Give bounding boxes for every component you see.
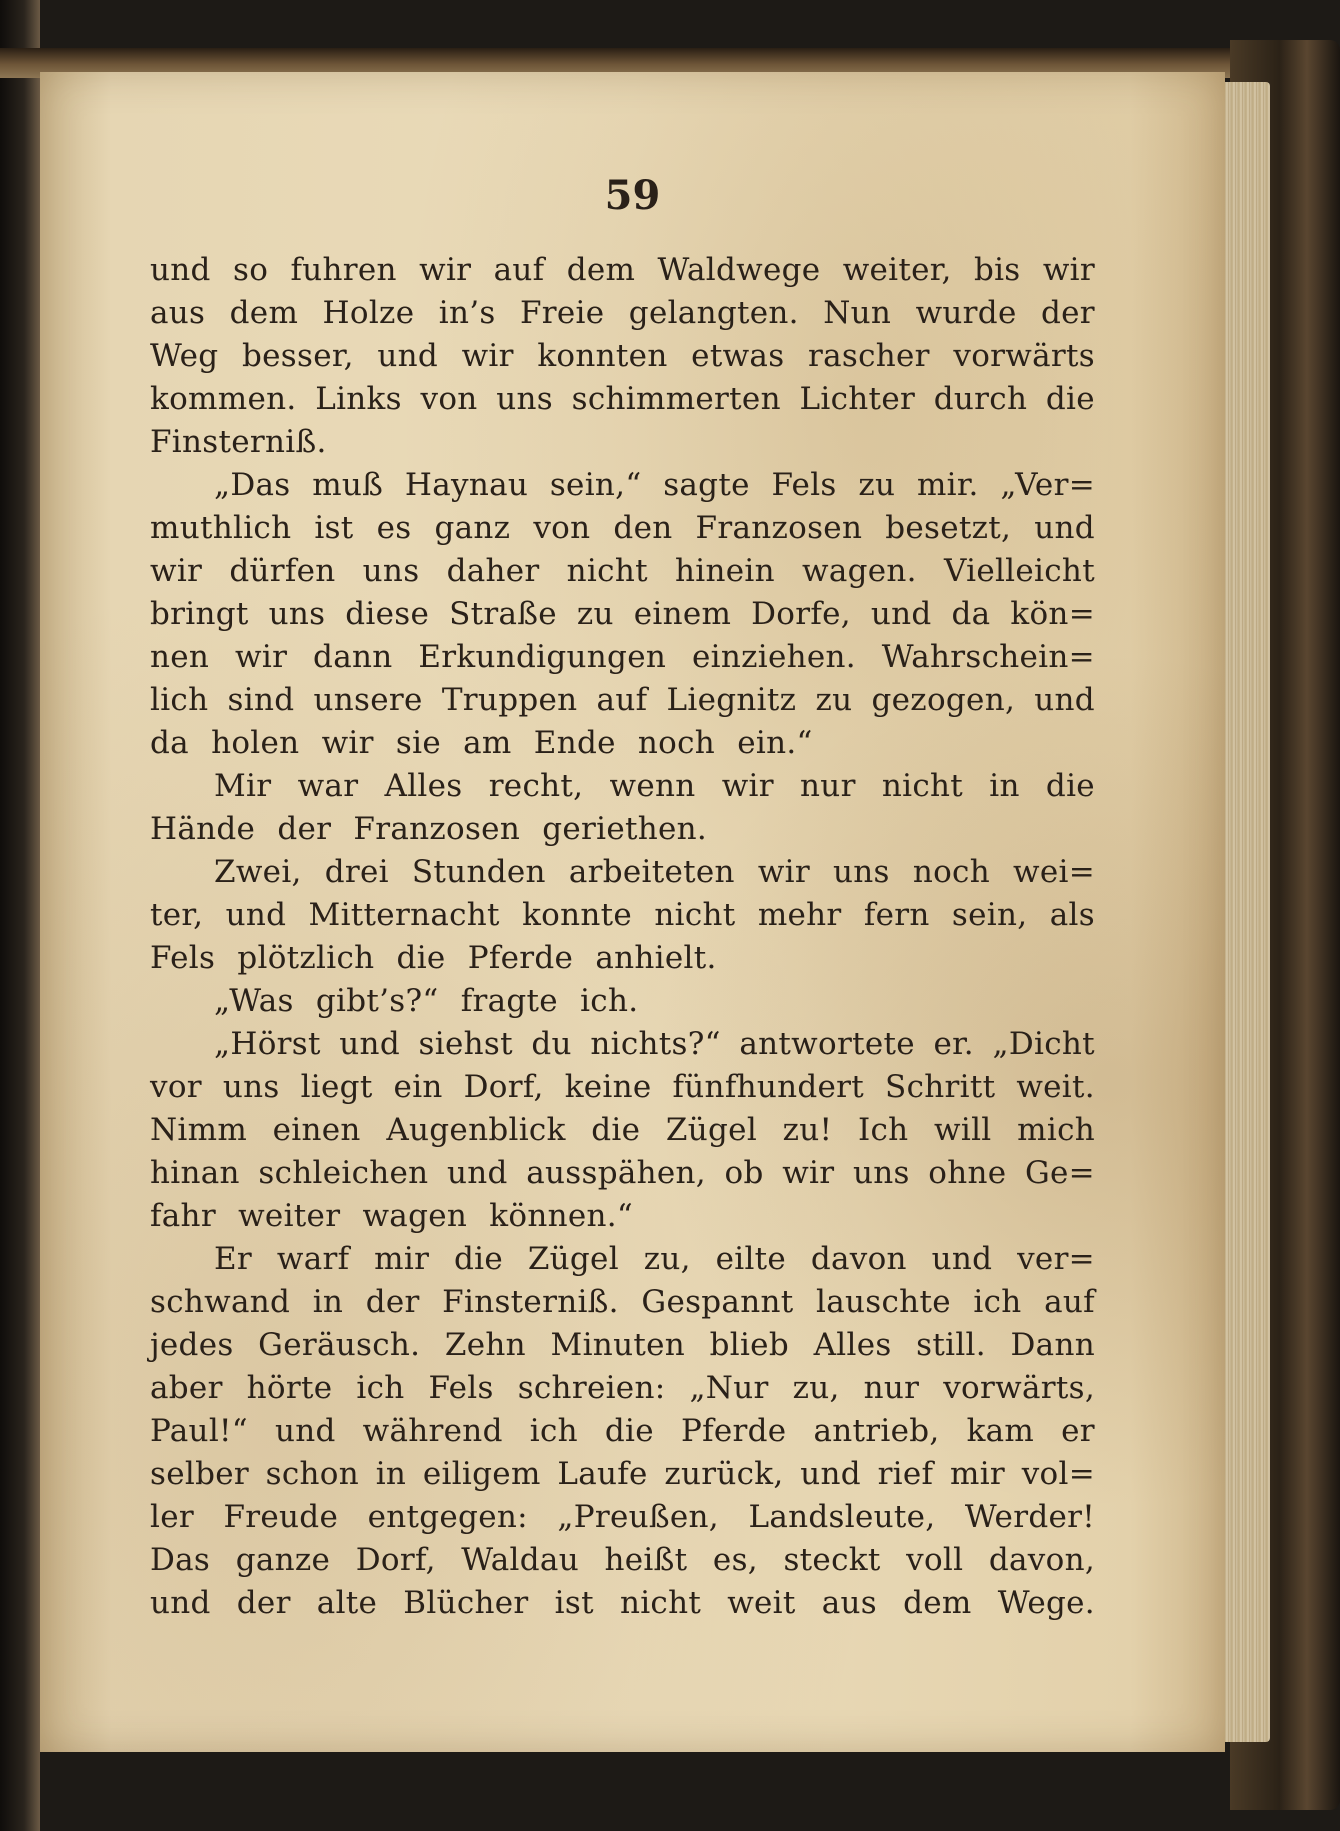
word: ver= — [1017, 1241, 1095, 1277]
word: „Hörst — [214, 1026, 321, 1062]
word: rief — [877, 1456, 934, 1492]
word: auf — [596, 682, 648, 718]
word: Nimm — [150, 1112, 248, 1148]
word: Mitternacht — [308, 897, 500, 933]
word: kam — [966, 1413, 1035, 1449]
word: voll — [906, 1542, 964, 1578]
word: bis — [973, 252, 1021, 288]
word: ter, — [150, 897, 204, 933]
word: daher — [446, 553, 540, 589]
word: zu — [858, 467, 896, 503]
word: steckt — [783, 1542, 881, 1578]
word: ausspähen, — [526, 1155, 706, 1191]
word: Schritt — [885, 1069, 996, 1105]
word: Paul!“ — [150, 1413, 248, 1449]
word: da — [951, 596, 991, 632]
word: wir — [419, 252, 472, 288]
word: Freude — [223, 1499, 339, 1535]
word: gezogen, — [871, 682, 1016, 718]
word: sagte — [663, 467, 750, 503]
word: und — [870, 596, 932, 632]
word: einem — [633, 596, 732, 632]
word: schleichen — [258, 1155, 429, 1191]
word: durch — [933, 381, 1028, 417]
word: dem — [903, 1585, 972, 1621]
word: er — [1061, 1413, 1095, 1449]
word: uns — [362, 553, 420, 589]
word: in’s — [438, 295, 496, 331]
word: von — [420, 381, 478, 417]
word: Ich — [857, 1112, 909, 1148]
word: schreien: — [517, 1370, 666, 1406]
word: ist — [314, 510, 354, 546]
word: ein — [393, 1069, 443, 1105]
word: rascher — [807, 338, 930, 374]
word: und — [800, 1456, 861, 1492]
word: konnten — [537, 338, 668, 374]
word: dürfen — [229, 553, 336, 589]
word: Landsleute, — [748, 1499, 936, 1535]
page-number: 59 — [604, 172, 661, 219]
text-line — [150, 1499, 1095, 1542]
word: Stunden — [411, 854, 546, 890]
word: uns — [833, 854, 890, 890]
word: entgegen: — [367, 1499, 528, 1535]
word: und — [1034, 682, 1095, 718]
word: Franzosen — [695, 510, 863, 546]
word: Haynau — [404, 467, 529, 503]
text-line — [150, 768, 1095, 811]
book-page — [40, 72, 1225, 1752]
word: kommen. — [150, 381, 297, 417]
text-line — [150, 1370, 1095, 1413]
word: Dorf, — [355, 1542, 436, 1578]
word: und — [274, 1413, 336, 1449]
word: und — [377, 338, 439, 374]
word: Zügel — [527, 1241, 619, 1277]
word: Freie — [519, 295, 605, 331]
word: und — [339, 1026, 400, 1062]
word: Erkundigungen — [418, 639, 667, 675]
word: war — [297, 768, 359, 804]
word: Dorf, — [463, 1069, 544, 1105]
word: lauschte — [816, 1284, 951, 1320]
word: schimmerten — [571, 381, 781, 417]
word: und — [1034, 510, 1095, 546]
text-line — [150, 252, 1095, 295]
word: Straße — [449, 596, 557, 632]
word: wir — [150, 553, 203, 589]
word: Mir — [214, 768, 272, 804]
word: und — [931, 1241, 993, 1277]
word: weiter, — [842, 252, 952, 288]
word: will — [934, 1112, 992, 1148]
word: bringt — [150, 596, 249, 632]
word: kön= — [1010, 596, 1095, 632]
word: wir — [721, 768, 774, 804]
word: alte — [316, 1585, 378, 1621]
word: selber — [150, 1456, 249, 1492]
word: Links — [315, 381, 402, 417]
text-line: da holen wir sie am Ende noch ein.“ — [150, 725, 813, 761]
word: jedes — [150, 1327, 234, 1363]
word: Dann — [1010, 1327, 1095, 1363]
word: eiligem — [422, 1456, 541, 1492]
text-line — [150, 1542, 1095, 1585]
text-line — [150, 1155, 1095, 1198]
word: uns — [852, 1155, 910, 1191]
word: zu! — [782, 1112, 833, 1148]
word: antrieb, — [813, 1413, 940, 1449]
word: diese — [345, 596, 430, 632]
word: als — [1049, 897, 1095, 933]
word: hinein — [674, 553, 775, 589]
word: aus — [150, 295, 206, 331]
word: den — [613, 510, 673, 546]
text-line — [150, 338, 1095, 381]
word: ob — [724, 1155, 764, 1191]
word: aus — [821, 1585, 878, 1621]
word: und — [446, 1155, 508, 1191]
word: sind — [227, 682, 295, 718]
word: weit — [727, 1585, 796, 1621]
word: „Ver= — [1000, 467, 1095, 503]
word: Geräusch. — [258, 1327, 421, 1363]
word: auf — [493, 252, 545, 288]
word: weit. — [1016, 1069, 1095, 1105]
word: die — [1045, 381, 1095, 417]
word: Waldwege — [657, 252, 821, 288]
word: Minuten — [550, 1327, 686, 1363]
word: ist — [554, 1585, 594, 1621]
word: besser, — [242, 338, 354, 374]
word: und — [150, 1585, 211, 1621]
word: nicht — [566, 553, 648, 589]
word: hinan — [150, 1155, 240, 1191]
word: warf — [276, 1241, 350, 1277]
word: einen — [272, 1112, 361, 1148]
text-line — [150, 467, 1095, 510]
word: Laufe — [557, 1456, 648, 1492]
word: „Das — [214, 467, 291, 503]
word: der — [365, 1284, 420, 1320]
word: Alles — [384, 768, 463, 804]
word: nicht — [619, 1585, 702, 1621]
word: Liegnitz — [666, 682, 797, 718]
word: Vielleicht — [943, 553, 1095, 589]
word: aber — [150, 1370, 223, 1406]
word: wenn — [609, 768, 696, 804]
word: Fels — [428, 1370, 494, 1406]
text-line — [150, 1327, 1095, 1370]
word: während — [362, 1413, 503, 1449]
page-text — [150, 252, 1095, 1628]
word: mir. — [916, 467, 979, 503]
word: nicht — [654, 897, 736, 933]
word: fern — [863, 897, 930, 933]
word: mir — [950, 1456, 1006, 1492]
text-line: Hände der Franzosen geriethen. — [150, 811, 708, 847]
book-spine — [0, 0, 40, 1831]
word: hörte — [246, 1370, 333, 1406]
word: dem — [566, 252, 636, 288]
word: muthlich — [150, 510, 292, 546]
word: die — [591, 1112, 641, 1148]
word: er. — [933, 1026, 974, 1062]
word: vol= — [1021, 1456, 1095, 1492]
word: auf — [1044, 1284, 1095, 1320]
word: Zügel — [665, 1112, 758, 1148]
word: nur — [800, 768, 856, 804]
word: von — [533, 510, 591, 546]
text-line — [150, 854, 1095, 897]
word: schwand — [150, 1284, 291, 1320]
word: davon, — [988, 1542, 1095, 1578]
word: besetzt, — [885, 510, 1012, 546]
word: sein,“ — [549, 467, 642, 503]
word: Werder! — [964, 1499, 1095, 1535]
word: Nun — [823, 295, 892, 331]
word: „Preußen, — [557, 1499, 719, 1535]
word: wei= — [1013, 854, 1095, 890]
word: Pferde — [680, 1413, 787, 1449]
word: vor — [150, 1069, 202, 1105]
word: mir — [374, 1241, 430, 1277]
word: zu, — [792, 1370, 840, 1406]
word: uns — [268, 596, 326, 632]
word: davon — [810, 1241, 907, 1277]
text-line — [150, 1069, 1095, 1112]
word: ganze — [235, 1542, 331, 1578]
word: Zehn — [444, 1327, 526, 1363]
word: Wahrschein= — [881, 639, 1095, 675]
word: lich — [150, 682, 209, 718]
text-line — [150, 1241, 1095, 1284]
word: wurde — [915, 295, 1017, 331]
word: dem — [229, 295, 299, 331]
word: arbeiteten — [568, 854, 735, 890]
word: heißt — [604, 1542, 688, 1578]
word: wir — [757, 854, 810, 890]
word: Lichter — [799, 381, 916, 417]
word: Augenblick — [386, 1112, 566, 1148]
word: ler — [150, 1499, 194, 1535]
word: der — [1040, 295, 1095, 331]
word: Er — [214, 1241, 253, 1277]
text-line — [150, 1026, 1095, 1069]
word: zu — [815, 682, 853, 718]
word: es — [376, 510, 412, 546]
word: gelangten. — [628, 295, 799, 331]
word: wir — [782, 1155, 835, 1191]
word: recht, — [488, 768, 584, 804]
word: die — [604, 1413, 654, 1449]
word: Dorfe, — [751, 596, 851, 632]
word: Blücher — [403, 1585, 529, 1621]
word: etwas — [691, 338, 785, 374]
text-line — [150, 1585, 1095, 1628]
word: still. — [916, 1327, 986, 1363]
text-line — [150, 897, 1095, 940]
word: mich — [1017, 1112, 1095, 1148]
word: „Nur — [689, 1370, 769, 1406]
word: zu, — [643, 1241, 691, 1277]
word: dann — [313, 639, 393, 675]
word: zu — [576, 596, 614, 632]
word: eilte — [715, 1241, 787, 1277]
word: Gespannt — [641, 1284, 794, 1320]
word: Finsterniß. — [442, 1284, 619, 1320]
word: nur — [863, 1370, 920, 1406]
word: wir — [461, 338, 514, 374]
word: Truppen — [441, 682, 578, 718]
word: Wege. — [997, 1585, 1095, 1621]
word: vorwärts, — [943, 1370, 1095, 1406]
word: ich — [356, 1370, 405, 1406]
text-line — [150, 295, 1095, 338]
text-line — [150, 510, 1095, 553]
word: sein, — [951, 897, 1028, 933]
word: drei — [324, 854, 389, 890]
word: es, — [712, 1542, 758, 1578]
word: unsere — [313, 682, 423, 718]
text-line: Finsterniß. — [150, 424, 327, 460]
word: fuhren — [290, 252, 397, 288]
word: ich — [529, 1413, 578, 1449]
word: siehst — [418, 1026, 513, 1062]
word: Zwei, — [214, 854, 302, 890]
word: die — [454, 1241, 504, 1277]
text-line: „Was gibt’s?“ fragte ich. — [214, 983, 639, 1019]
word: wir — [235, 639, 288, 675]
text-line: fahr weiter wagen können.“ — [150, 1198, 634, 1234]
word: und — [225, 897, 287, 933]
word: ich — [973, 1284, 1022, 1320]
word: Weg — [150, 338, 219, 374]
word: noch — [912, 854, 990, 890]
text-line — [150, 639, 1095, 682]
word: „Dicht — [992, 1026, 1095, 1062]
word: mehr — [757, 897, 842, 933]
text-line — [150, 381, 1095, 424]
word: wir — [1042, 252, 1095, 288]
word: fünfhundert — [672, 1069, 865, 1105]
word: zurück, — [664, 1456, 784, 1492]
word: einziehen. — [691, 639, 856, 675]
text-line — [150, 1284, 1095, 1327]
word: in — [989, 768, 1020, 804]
word: der — [236, 1585, 291, 1621]
word: nicht — [881, 768, 964, 804]
word: uns — [496, 381, 553, 417]
word: muß — [312, 467, 384, 503]
word: Fels — [771, 467, 837, 503]
text-line — [150, 1456, 1095, 1499]
word: ohne — [928, 1155, 1007, 1191]
word: blieb — [709, 1327, 789, 1363]
word: ganz — [434, 510, 511, 546]
word: Waldau — [461, 1542, 579, 1578]
text-line — [150, 1413, 1095, 1456]
text-line — [150, 553, 1095, 596]
word: Das — [150, 1542, 211, 1578]
word: uns — [222, 1069, 280, 1105]
word: in — [375, 1456, 407, 1492]
word: nichts?“ — [590, 1026, 721, 1062]
text-line — [150, 682, 1095, 725]
word: Holze — [322, 295, 415, 331]
word: und — [150, 252, 211, 288]
word: nen — [150, 639, 210, 675]
text-line — [150, 596, 1095, 639]
word: du — [531, 1026, 572, 1062]
text-line: Fels plötzlich die Pferde anhielt. — [150, 940, 717, 976]
word: Ge= — [1024, 1155, 1095, 1191]
word: Alles — [813, 1327, 892, 1363]
word: keine — [564, 1069, 652, 1105]
word: vorwärts — [953, 338, 1095, 374]
word: wagen. — [802, 553, 917, 589]
word: in — [312, 1284, 344, 1320]
word: liegt — [300, 1069, 373, 1105]
word: die — [1045, 768, 1095, 804]
word: so — [232, 252, 269, 288]
text-line — [150, 1112, 1095, 1155]
word: schon — [265, 1456, 360, 1492]
word: antwortete — [739, 1026, 915, 1062]
word: konnte — [522, 897, 633, 933]
